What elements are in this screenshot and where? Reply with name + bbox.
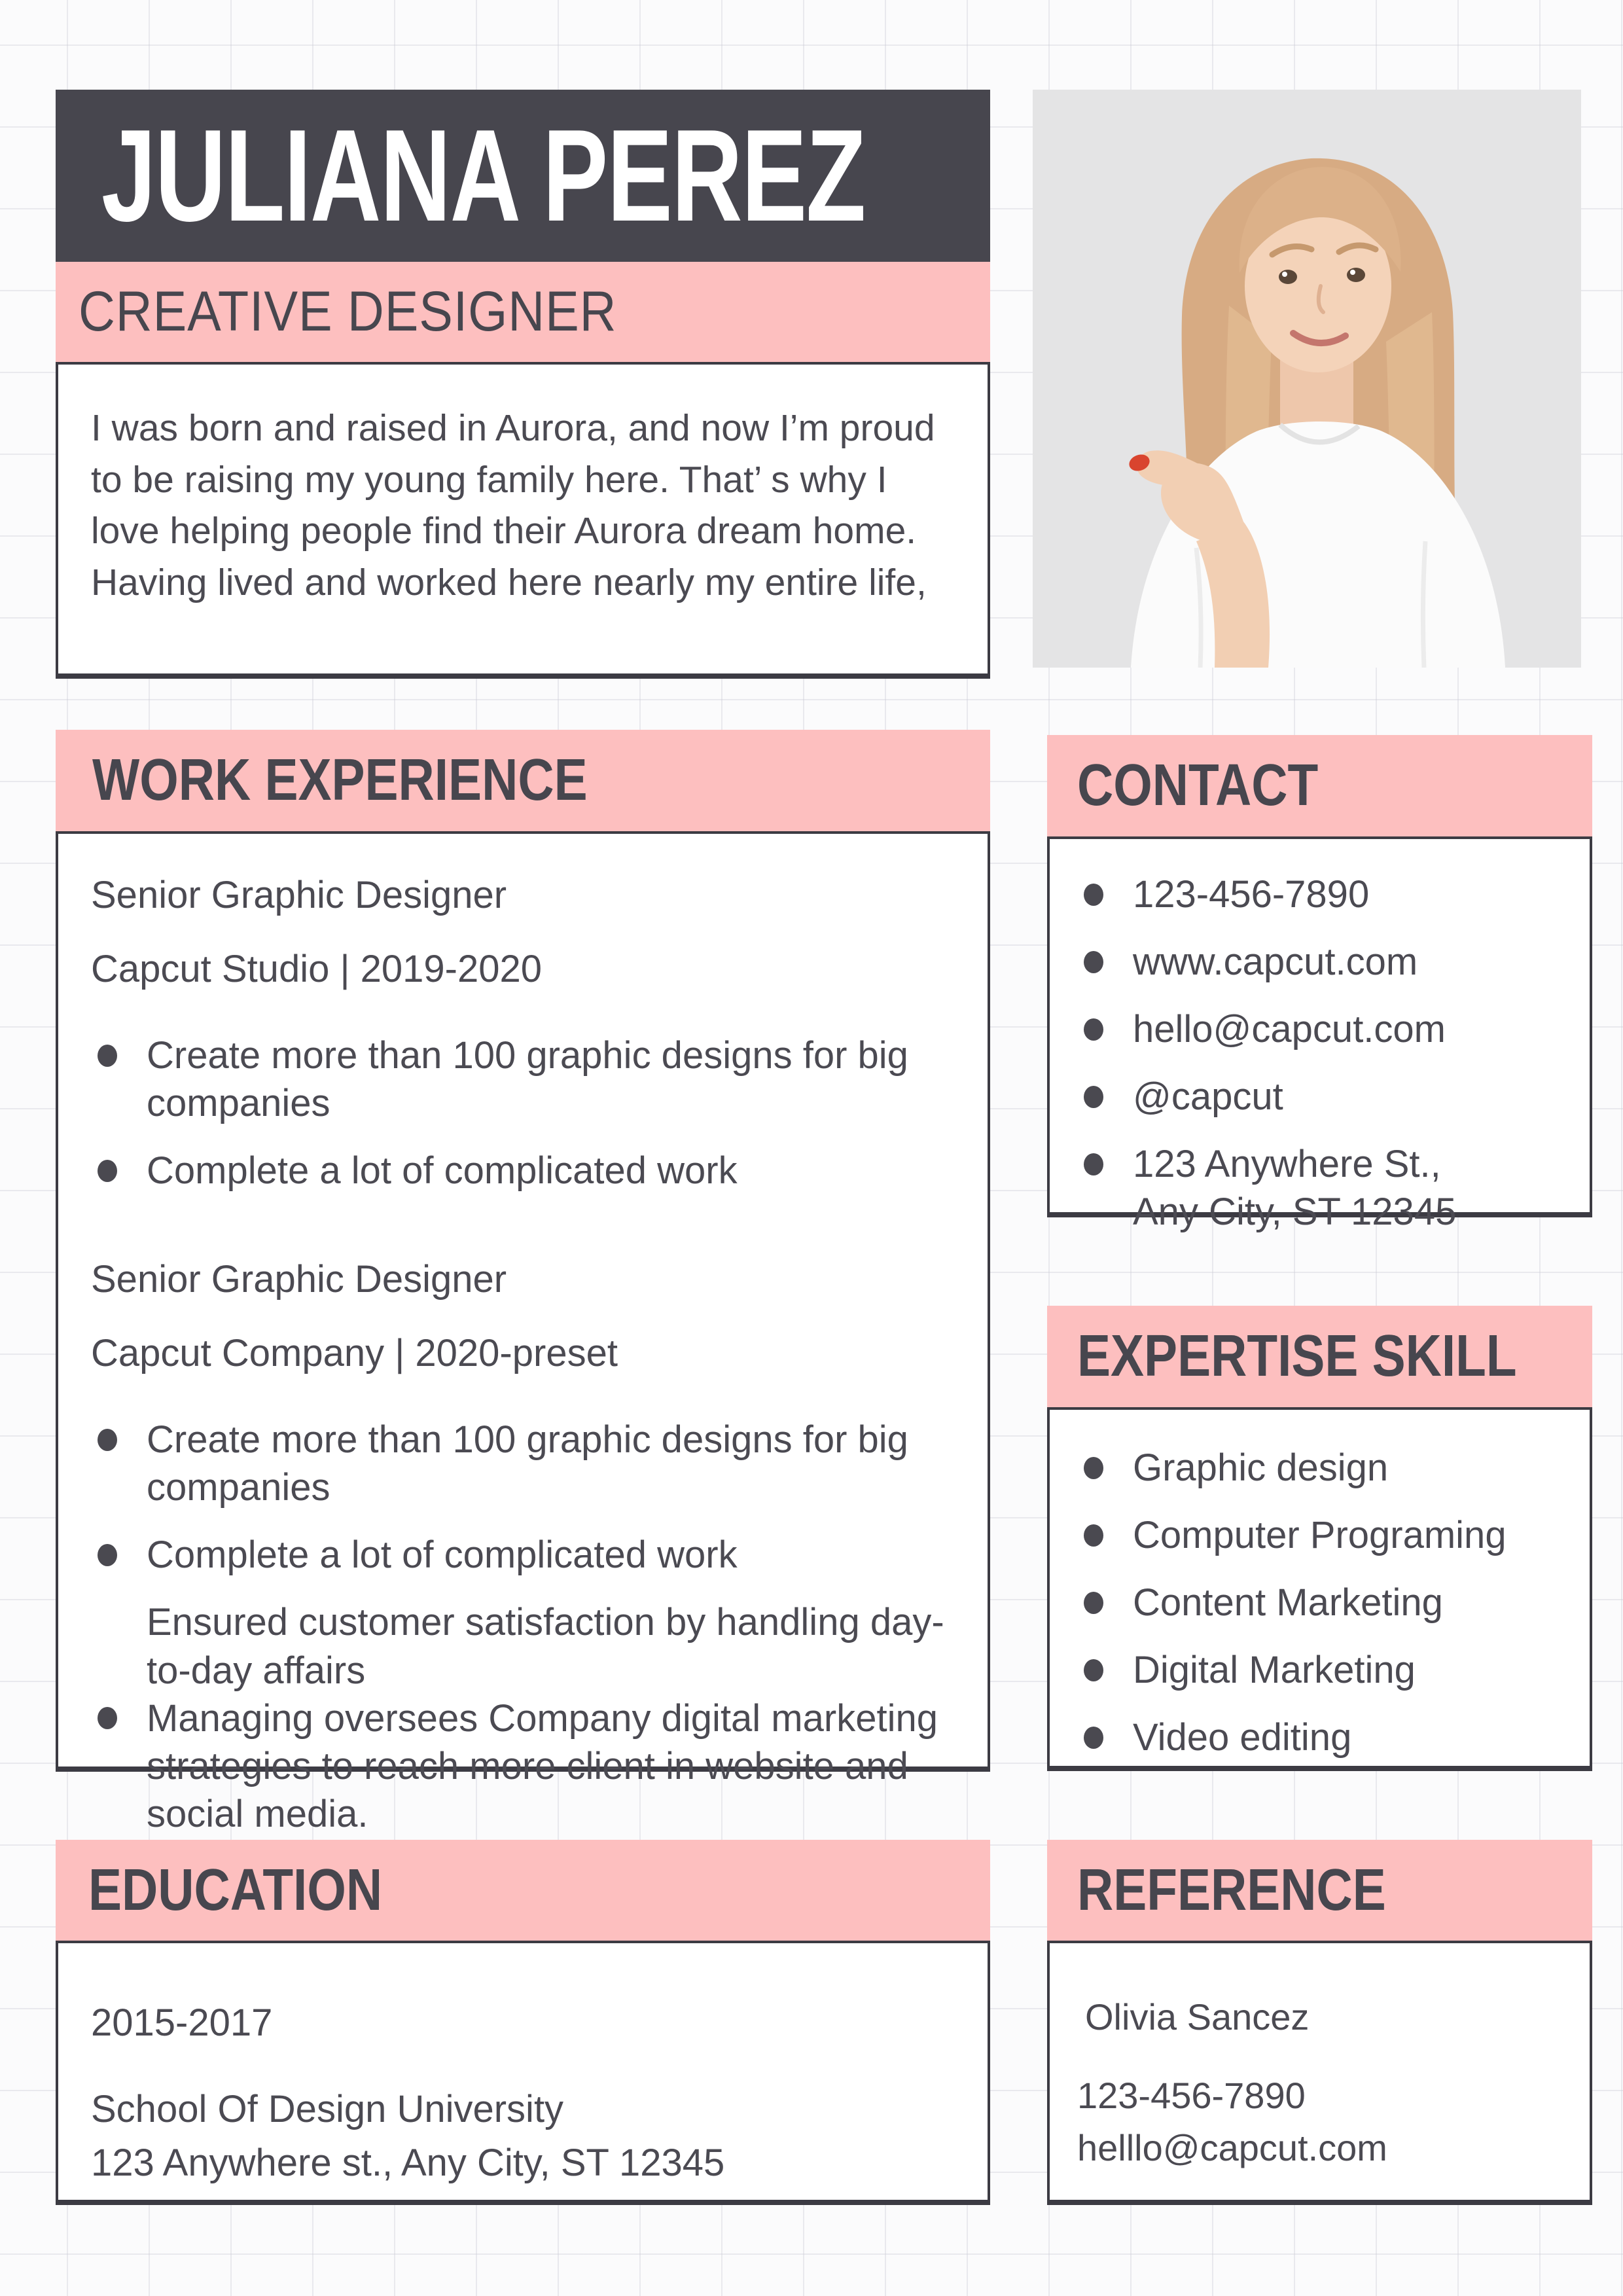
job-role: Senior Graphic Designer: [91, 1258, 507, 1301]
education-address: 123 Anywhere st., Any City, ST 12345: [91, 2142, 725, 2185]
contact-social-handle: @capcut: [1077, 1073, 1570, 1121]
reference-email: helllo@capcut.com: [1077, 2126, 1387, 2168]
name-banner: [56, 90, 990, 262]
profile-photo: [1033, 90, 1581, 668]
education-school: School Of Design University: [91, 2088, 564, 2130]
job-bullet-list: [91, 1416, 958, 1838]
contact-box: [1047, 836, 1592, 1234]
job-bullet: Complete a lot of complicated work: [91, 1147, 958, 1194]
bio-text: I was born and raised in Aurora, and now I’m proud to be raising my young family here. That’ s why I love helping people find their Aurora dream home. Having lived and worked here nearly my entire life,: [91, 407, 935, 603]
skill-item: Video editing: [1077, 1713, 1570, 1761]
contact-address-line: 123 Anywhere St.,: [1133, 1143, 1441, 1186]
job-bullet-line: Ensured customer satisfaction by handling day-to-day affairs: [147, 1601, 944, 1692]
contact-header: [1047, 735, 1592, 836]
skill-list: [1077, 1444, 1570, 1761]
contact-address: [1077, 1140, 1570, 1236]
education-header: [56, 1840, 990, 1941]
contact-list: [1077, 870, 1570, 1236]
skill-item: Computer Programing: [1077, 1511, 1570, 1559]
education-box: [56, 1941, 990, 2205]
job-bullet: Create more than 100 graphic designs for big companies: [91, 1416, 958, 1511]
contact-email: hello@capcut.com: [1077, 1005, 1570, 1053]
expertise-box: [1047, 1407, 1592, 1771]
person-role: CREATIVE DESIGNER: [79, 280, 617, 343]
expertise-title: EXPERTISE SKILL: [1077, 1323, 1517, 1389]
work-experience-box: [56, 831, 990, 1835]
reference-header: [1047, 1840, 1592, 1941]
skill-item: Graphic design: [1077, 1444, 1570, 1492]
reference-details: [1077, 2070, 1570, 2174]
bio-box: [56, 362, 990, 679]
job-bullet: Create more than 100 graphic designs for big companies: [91, 1031, 958, 1127]
skill-item: Content Marketing: [1077, 1579, 1570, 1626]
job-company: Capcut Studio | 2019-2020: [91, 948, 543, 990]
education-details: [91, 2083, 958, 2191]
reference-box: [1047, 1941, 1592, 2205]
job-bullet-line: Managing oversees Company digital marketing strategies to reach more client in website and social media.: [147, 1696, 938, 1835]
job-bullet-list: [91, 1031, 958, 1194]
contact-title: CONTACT: [1077, 753, 1319, 818]
person-name: JULIANA PEREZ: [101, 102, 865, 249]
reference-name: Olivia Sancez: [1085, 1996, 1310, 2037]
reference-phone: 123-456-7890: [1077, 2075, 1306, 2116]
job-separator: [91, 1214, 958, 1257]
contact-phone: 123-456-7890: [1077, 870, 1570, 918]
job-bullet: [91, 1598, 958, 1837]
reference-title: REFERENCE: [1077, 1857, 1386, 1923]
contact-website: www.capcut.com: [1077, 938, 1570, 986]
education-title: EDUCATION: [88, 1857, 383, 1923]
expertise-header: [1047, 1306, 1592, 1407]
role-banner: [56, 262, 990, 362]
work-experience-header: [56, 730, 990, 831]
contact-address-line: Any City, ST 12345: [1133, 1191, 1457, 1234]
work-experience-title: WORK EXPERIENCE: [92, 747, 588, 813]
job-company: Capcut Company | 2020-preset: [91, 1332, 618, 1375]
job-role: Senior Graphic Designer: [91, 874, 507, 916]
education-years: 2015-2017: [91, 2001, 273, 2044]
skill-item: Digital Marketing: [1077, 1646, 1570, 1694]
woman-portrait-illustration: [1033, 90, 1581, 668]
job-bullet: Complete a lot of complicated work: [91, 1531, 958, 1579]
